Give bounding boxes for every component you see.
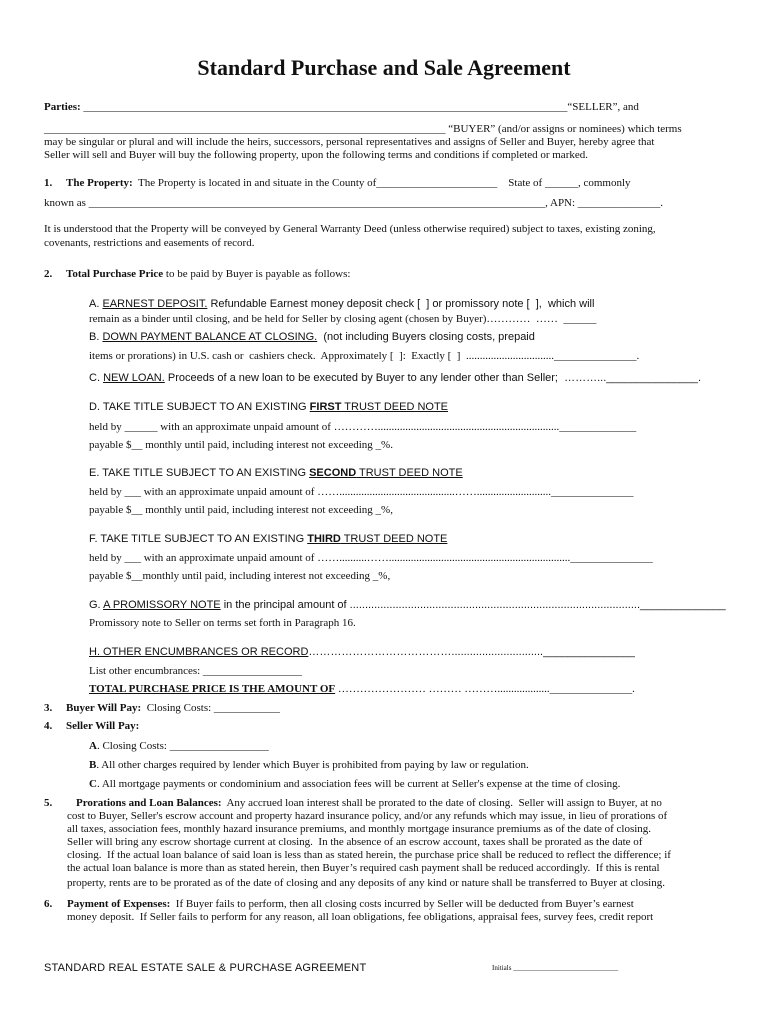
- section-5-text: Seller will bring any escrow shortage current at closing. In the absence of an escrow account, taxes shall be prorated as the date of: [67, 836, 643, 848]
- parties-line-1: [44, 101, 639, 114]
- item-f-heading: F. TAKE TITLE SUBJECT TO AN EXISTING THIRD TRUST DEED NOTE: [89, 533, 448, 545]
- section-2-label: Total Purchase Price: [66, 268, 164, 280]
- section-6-line-2: money deposit. If Seller fails to perform for any reason, all loan obligations, fee obligations, appraisal fees, survey fees, credit report: [67, 911, 654, 923]
- section-5-text: all taxes, association fees, monthly hazard insurance premiums, and monthly mortgage insurance premiums as of the date of closing.: [67, 823, 652, 835]
- total-purchase-price-blank[interactable]: TOTAL PURCHASE PRICE IS THE AMOUNT OF …………………… ……… ………..................._______________.: [89, 683, 635, 695]
- section-5-label: Prorations and Loan Balances:: [76, 797, 222, 809]
- footer-title: STANDARD REAL ESTATE SALE & PURCHASE AGREEMENT: [44, 962, 367, 974]
- item-g-amount-blank[interactable]: G. A PROMISSORY NOTE in the principal amount of ...............................................................................................______________: [89, 599, 726, 611]
- parties-label: Parties:: [44, 101, 81, 113]
- section-1-label: The Property:: [66, 177, 133, 189]
- item-c-amount-blank[interactable]: C. NEW LOAN. Proceeds of a new loan to be executed by Buyer to any lender other than Seller; ………..._______________.: [89, 372, 702, 384]
- section-5-text: the actual loan balance is more than as stated herein, then Buyer’s required cash payment shall be reduced accordingly. If this is rental: [67, 862, 660, 874]
- initials-blank[interactable]: Initials ______________________________: [492, 964, 619, 972]
- county-state-blank[interactable]: The Property is located in and situate in the County of______________________ State of ______, commonly: [132, 177, 631, 189]
- item-b-amount-blank[interactable]: items or prorations) in U.S. cash or cashiers check. Approximately [ ]: Exactly [ ] ................................_______________.: [89, 350, 640, 362]
- section-6-number: 6.: [44, 898, 53, 910]
- section-5-text: cost to Buyer, Seller's escrow account and property hazard insurance policy, and/or any refunds which may issue, in lieu of prorations of: [67, 810, 668, 822]
- item-a-line-1: A. EARNEST DEPOSIT. Refundable Earnest money deposit check [ ] or promissory note [ ], which will: [89, 298, 595, 310]
- item-f-payment[interactable]: payable $__monthly until paid, including interest not exceeding _%,: [89, 570, 391, 582]
- section-1-para-2: covenants, restrictions and easements of record.: [44, 237, 255, 249]
- section-2-number: 2.: [44, 268, 53, 280]
- item-a-amount-blank[interactable]: remain as a binder until closing, and be held for Seller by closing agent (chosen by Buyer)………… …… ______: [89, 313, 597, 325]
- page-title: Standard Purchase and Sale Agreement: [197, 55, 571, 80]
- buyer-closing-costs-blank[interactable]: Buyer Will Pay: Closing Costs: ____________: [66, 702, 280, 714]
- item-d-payment[interactable]: payable $__ monthly until paid, including interest not exceeding _%.: [89, 439, 393, 451]
- item-e-payment[interactable]: payable $__ monthly until paid, including interest not exceeding _%,: [89, 504, 393, 516]
- parties-text-3: may be singular or plural and will include the heirs, successors, personal representatives and assigns of Seller and Buyer, hereby agree that: [44, 136, 655, 148]
- section-5-number: 5.: [44, 797, 53, 809]
- section-4-label: Seller Will Pay:: [66, 720, 140, 732]
- other-encumbrances-blank[interactable]: List other encumbrances: __________________: [89, 665, 302, 677]
- section-1-para-1: It is understood that the Property will be conveyed by General Warranty Deed (unless otherwise required) subject to taxes, existing zoning,: [44, 223, 656, 235]
- buyer-blank[interactable]: _________________________________________________________________________ “BUYER” (and/or assigns or nominees) which terms: [44, 123, 682, 135]
- item-d-amount-blank[interactable]: held by ______ with an approximate unpaid amount of …………..................................................................______________: [89, 421, 637, 433]
- section-5-text: closing. If the actual loan balance of said loan is less than as stated herein, the purchase price shall be reduced to reflect the difference; if: [67, 849, 671, 861]
- section-1-line-1: [66, 177, 631, 190]
- section-5-text: property, rents are to be prorated as of the date of closing and any deposits of any kind or nature shall be transferred to Buyer at closing.: [67, 877, 665, 889]
- section-6-label: Payment of Expenses:: [67, 898, 171, 910]
- seller-pay-b: B. All other charges required by lender which Buyer is prohibited from paying by law or regulation.: [89, 759, 529, 771]
- section-5-line-1: Prorations and Loan Balances: Any accrued loan interest shall be prorated to the date of closing. Seller will assign to Buyer, at no: [76, 797, 662, 809]
- section-4-number: 4.: [44, 720, 53, 732]
- total-label: TOTAL PURCHASE PRICE IS THE AMOUNT OF: [89, 683, 336, 695]
- item-e-amount-blank[interactable]: held by ___ with an approximate unpaid amount of ……..........................................……..........................._______________: [89, 486, 634, 498]
- parties-text-4: Seller will sell and Buyer will buy the following property, upon the following terms and conditions if completed or marked.: [44, 149, 588, 161]
- seller-closing-costs-blank[interactable]: A. Closing Costs: __________________: [89, 740, 269, 752]
- section-3-number: 3.: [44, 702, 53, 714]
- section-2-line: Total Purchase Price to be paid by Buyer is payable as follows:: [66, 268, 351, 280]
- item-f-amount-blank[interactable]: held by ___ with an approximate unpaid amount of ……..........…….................................................................._______________: [89, 552, 653, 564]
- section-1-number: 1.: [44, 177, 53, 189]
- section-3-label: Buyer Will Pay:: [66, 702, 142, 714]
- item-h-amount-blank[interactable]: H. OTHER ENCUMBRANCES OR RECORD………………………………….............................._______________: [89, 646, 635, 658]
- item-g-note: Promissory note to Seller on terms set forth in Paragraph 16.: [89, 617, 356, 629]
- known-as-apn-blank[interactable]: known as ___________________________________________________________________________________, APN: _______________.: [44, 197, 664, 209]
- item-b-line-1: B. DOWN PAYMENT BALANCE AT CLOSING. (not including Buyers closing costs, prepaid: [89, 331, 535, 343]
- section-6-line-1: Payment of Expenses: If Buyer fails to perform, then all closing costs incurred by Seller will be deducted from Buyer’s earnest: [67, 898, 634, 910]
- seller-blank[interactable]: ________________________________________________________________________________________“SELLER”, and: [80, 101, 639, 113]
- item-e-heading: E. TAKE TITLE SUBJECT TO AN EXISTING SECOND TRUST DEED NOTE: [89, 467, 463, 479]
- seller-pay-c: C. All mortgage payments or condominium and association fees will be current at Seller's expense at the time of closing.: [89, 778, 621, 790]
- item-d-heading: D. TAKE TITLE SUBJECT TO AN EXISTING FIRST TRUST DEED NOTE: [89, 401, 449, 413]
